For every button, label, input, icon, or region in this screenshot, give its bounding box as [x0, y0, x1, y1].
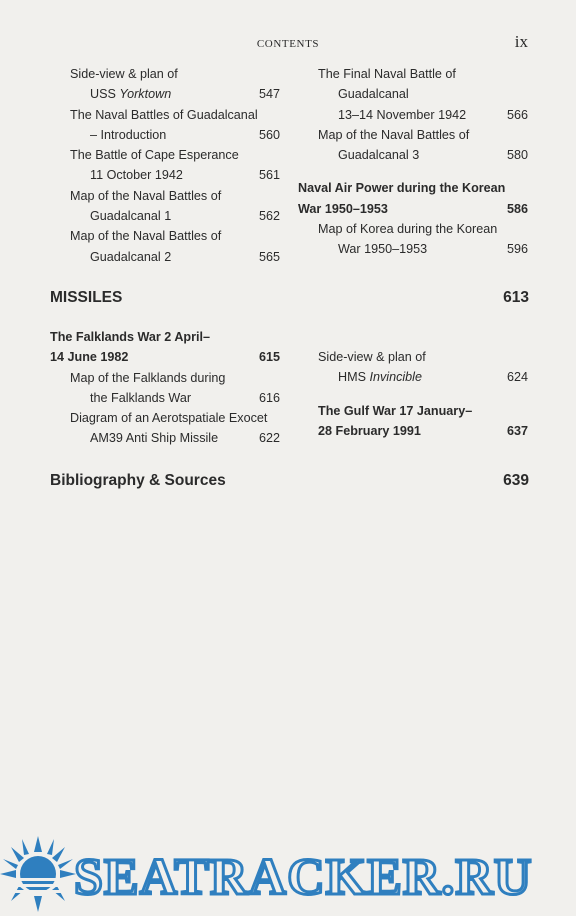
running-header: CONTENTS [256, 38, 320, 50]
toc-entry-line: 13–14 November 1942 [338, 107, 467, 122]
toc-entry-line: AM39 Anti Ship Missile [90, 431, 219, 446]
toc-section-bibliography [50, 472, 529, 490]
toc-entry [298, 219, 528, 260]
toc-entry-line: The Naval Battles of Guadalcanal [70, 107, 258, 122]
toc-entry [50, 64, 280, 105]
toc-chapter-line: Naval Air Power during the Korean [298, 181, 506, 196]
toc-chapter [298, 178, 528, 219]
toc-entry [50, 408, 280, 449]
toc-entry [50, 226, 280, 267]
toc-entry-line: 11 October 1942 [90, 168, 183, 183]
toc-chapter-page: 586 [506, 201, 528, 216]
toc-entry-line: War 1950–1953 [338, 242, 428, 257]
toc-entry-line: Guadalcanal 1 [90, 209, 172, 224]
toc-entry-line: Diagram of an Aerotspatiale Exocet [70, 411, 268, 426]
toc-entry-line: Map of Korea during the Korean [318, 222, 498, 237]
toc-entry-line: Side-view & plan of [318, 350, 426, 364]
toc-section-missiles [50, 289, 529, 307]
toc-entry-page: 616 [258, 390, 280, 405]
toc-chapter-line: The Gulf War 17 January– [318, 403, 473, 418]
toc-chapter [50, 327, 280, 368]
toc-entry-line: Guadalcanal 3 [338, 148, 420, 163]
toc-entry-page: 566 [506, 107, 528, 122]
toc-entry-page: 547 [258, 87, 280, 102]
toc-entry-line: Map of the Falklands during [70, 370, 226, 385]
toc-entry-line: The Battle of Cape Esperance [70, 148, 239, 163]
toc-right-column-upper [298, 64, 528, 260]
toc-chapter-page: 637 [506, 423, 528, 438]
sun-logo-icon [0, 822, 80, 916]
toc-chapter-line: War 1950–1953 [298, 201, 388, 216]
section-page: 613 [503, 289, 529, 306]
toc-entry-line: Map of the Naval Battles of [70, 188, 222, 203]
toc-entry-line: HMS Invincible [338, 370, 422, 385]
toc-entry-page: 580 [506, 148, 528, 163]
toc-entry [298, 347, 528, 388]
toc-entry-page: 562 [258, 209, 280, 224]
page-number: ix [514, 32, 528, 51]
toc-entry-page: 560 [258, 127, 280, 142]
toc-chapter-line: The Falklands War 2 April– [50, 330, 211, 344]
toc-entry-page: 624 [506, 370, 528, 385]
toc-entry [50, 368, 280, 409]
toc-entry-line: Guadalcanal 2 [90, 249, 172, 264]
toc-chapter-line: 28 February 1991 [318, 423, 421, 438]
toc-chapter [298, 401, 528, 442]
toc-chapter-page: 615 [258, 350, 280, 365]
toc-entry-page: 596 [506, 242, 528, 257]
toc-entry-line: – Introduction [90, 127, 167, 142]
toc-entry-line: Map of the Naval Battles of [318, 127, 470, 142]
watermark-text: SEATRACKER.RU [74, 849, 533, 906]
toc-entry-line: Guadalcanal [338, 87, 409, 102]
toc-entry-line: The Final Naval Battle of [318, 67, 456, 81]
toc-entry-page: 622 [258, 431, 280, 446]
toc-entry-line: Map of the Naval Battles of [70, 229, 222, 244]
section-title: MISSILES [50, 289, 123, 306]
toc-entry [50, 145, 280, 186]
toc-chapter-line: 14 June 1982 [50, 350, 129, 365]
toc-entry-line: USS Yorktown [90, 87, 172, 102]
toc-left-column-lower [50, 327, 280, 449]
toc-entry-line: Side-view & plan of [70, 67, 178, 81]
toc-entry [298, 125, 528, 166]
toc-left-column-upper [50, 64, 280, 267]
watermark [0, 822, 576, 916]
toc-entry [50, 105, 280, 146]
toc-entry-page: 565 [258, 249, 280, 264]
toc-right-column-lower [298, 347, 528, 441]
toc-entry-line: the Falklands War [90, 390, 192, 405]
toc-entry-page: 561 [258, 168, 280, 183]
toc-entry [298, 64, 528, 125]
section-title: Bibliography & Sources [50, 472, 226, 489]
section-page: 639 [503, 472, 529, 489]
toc-entry [50, 186, 280, 227]
